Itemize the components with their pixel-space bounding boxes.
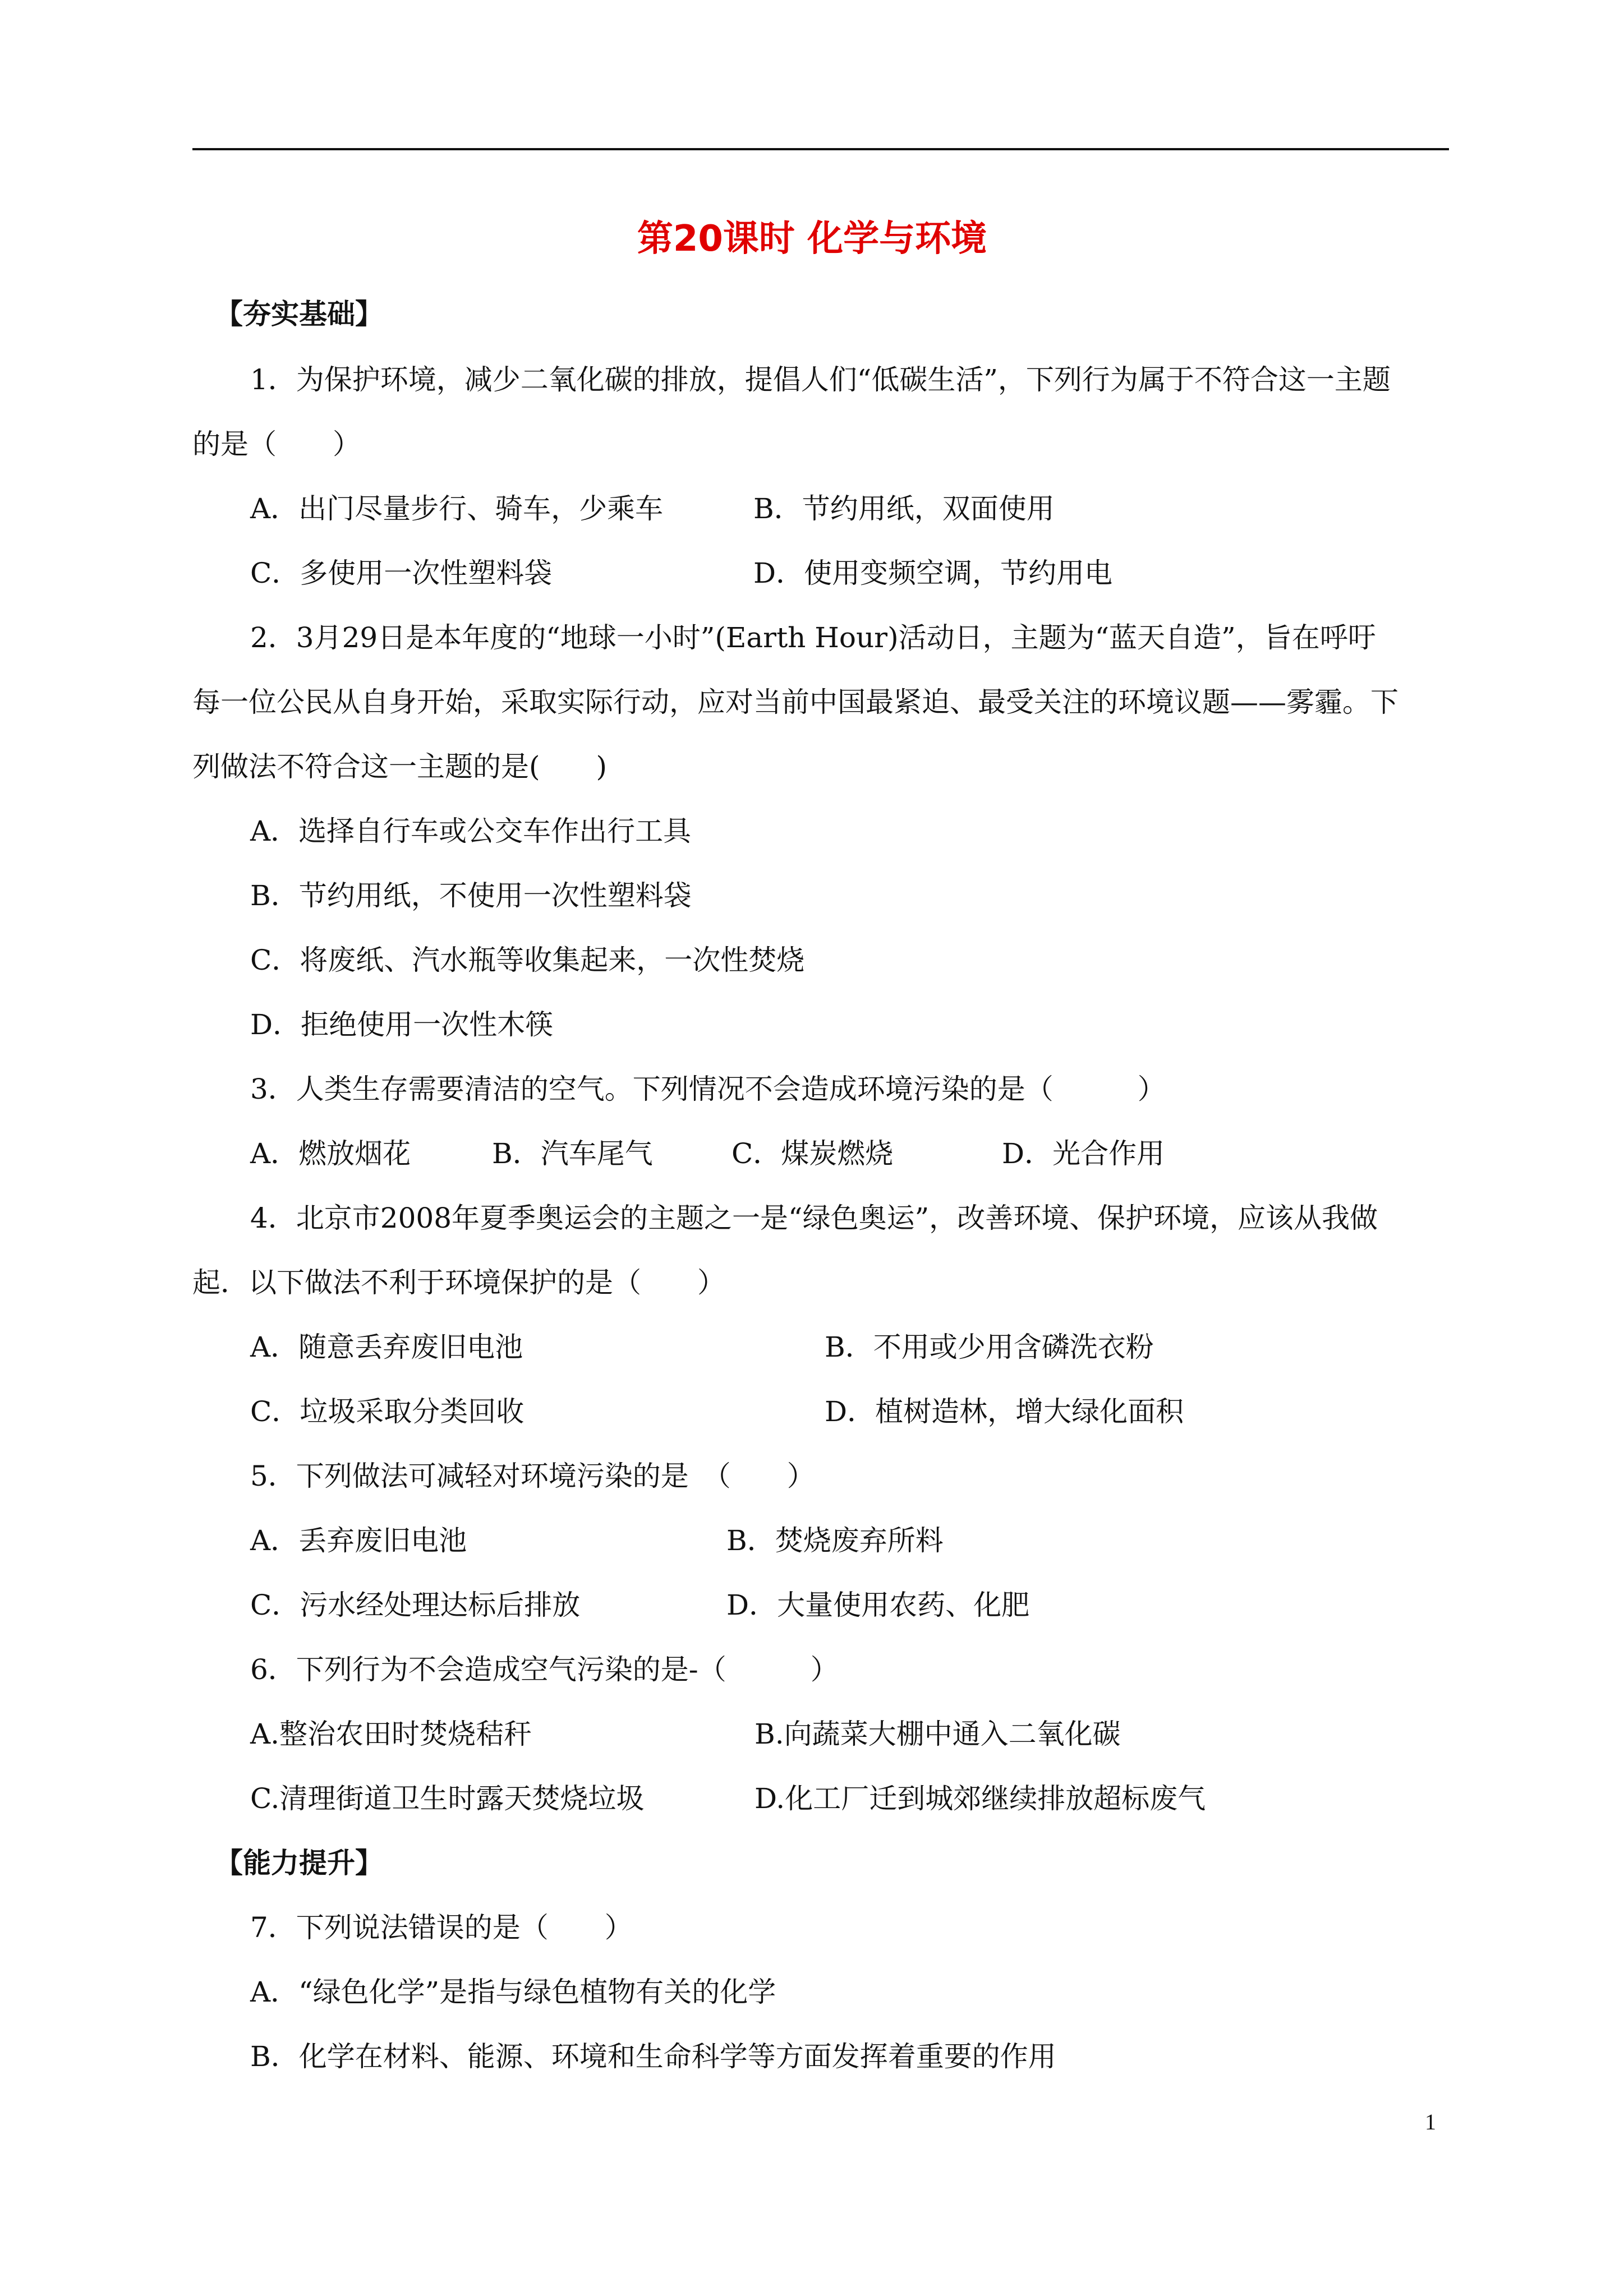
question-5-option-d: D．大量使用农药、化肥	[726, 1589, 1030, 1621]
question-1-option-d: D．使用变频空调，节约用电	[753, 557, 1113, 589]
question-5-stem: 5．下列做法可减轻对环境污染的是 （ ）	[250, 1460, 815, 1492]
question-7-option-b: B．化学在材料、能源、环境和生命科学等方面发挥着重要的作用	[250, 2040, 1056, 2073]
question-1-option-b: B．节约用纸，双面使用	[753, 492, 1055, 525]
question-7-option-a: A．“绿色化学”是指与绿色植物有关的化学	[250, 1976, 776, 2008]
question-2-stem-line-2: 每一位公民从自身开始，采取实际行动，应对当前中国最紧迫、最受关注的环境议题——雾霾。下	[192, 686, 1398, 718]
question-3-option-a: A．燃放烟花	[250, 1137, 411, 1170]
question-6-option-c: C.清理街道卫生时露天焚烧垃圾	[250, 1782, 645, 1815]
question-1-stem-line-2: 的是（ ）	[192, 428, 361, 460]
question-6-option-b: B.向蔬菜大棚中通入二氧化碳	[755, 1718, 1121, 1750]
question-2-option-a: A．选择自行车或公交车作出行工具	[250, 815, 692, 847]
question-1-option-a: A．出门尽量步行、骑车，少乘车	[250, 492, 664, 525]
question-3-option-b: B．汽车尾气	[492, 1137, 653, 1170]
question-1-option-c: C．多使用一次性塑料袋	[250, 557, 553, 589]
question-4-option-c: C．垃圾采取分类回收	[250, 1395, 525, 1428]
question-3-option-c: C．煤炭燃烧	[732, 1137, 894, 1170]
question-6-option-d: D.化工厂迁到城郊继续排放超标废气	[755, 1782, 1206, 1815]
question-4-option-d: D．植树造林，增大绿化面积	[825, 1395, 1184, 1428]
question-3-option-d: D．光合作用	[1002, 1137, 1165, 1170]
header-rule	[192, 148, 1449, 150]
question-3-stem: 3．人类生存需要清洁的空气。下列情况不会造成环境污染的是（ ）	[250, 1073, 1166, 1105]
question-6-stem: 6．下列行为不会造成空气污染的是-（ ）	[250, 1653, 839, 1686]
section-heading-foundation: 【夯实基础】	[215, 298, 383, 330]
question-4-stem-line-2: 起．以下做法不利于环境保护的是（ ）	[192, 1266, 725, 1299]
question-5-option-c: C．污水经处理达标后排放	[250, 1589, 581, 1621]
page-number: 1	[1425, 2109, 1436, 2134]
question-2-option-d: D．拒绝使用一次性木筷	[250, 1008, 554, 1041]
question-5-option-a: A．丢弃废旧电池	[250, 1524, 467, 1557]
question-2-option-b: B．节约用纸，不使用一次性塑料袋	[250, 879, 692, 912]
question-7-stem: 7．下列说法错误的是（ ）	[250, 1911, 633, 1944]
question-4-stem-line-1: 4．北京市2008年夏季奥运会的主题之一是“绿色奥运”，改善环境、保护环境，应该从我做	[250, 1202, 1378, 1234]
question-4-option-b: B．不用或少用含磷洗衣粉	[825, 1331, 1154, 1363]
question-2-option-c: C．将废纸、汽水瓶等收集起来，一次性焚烧	[250, 944, 805, 976]
question-2-stem-line-3: 列做法不符合这一主题的是( )	[192, 750, 608, 783]
question-6-option-a: A.整治农田时焚烧秸秆	[250, 1718, 532, 1750]
question-2-stem-line-1: 2．3月29日是本年度的“地球一小时”(Earth Hour)活动日，主题为“蓝天自造”，旨在呼吁	[250, 621, 1376, 654]
question-5-option-b: B．焚烧废弃所料	[726, 1524, 944, 1557]
question-4-option-a: A．随意丢弃废旧电池	[250, 1331, 523, 1363]
section-heading-ability: 【能力提升】	[215, 1847, 383, 1879]
question-1-stem-line-1: 1．为保护环境，减少二氧化碳的排放，提倡人们“低碳生活”，下列行为属于不符合这一主题	[250, 363, 1391, 396]
page-title: 第20课时 化学与环境	[637, 218, 987, 260]
